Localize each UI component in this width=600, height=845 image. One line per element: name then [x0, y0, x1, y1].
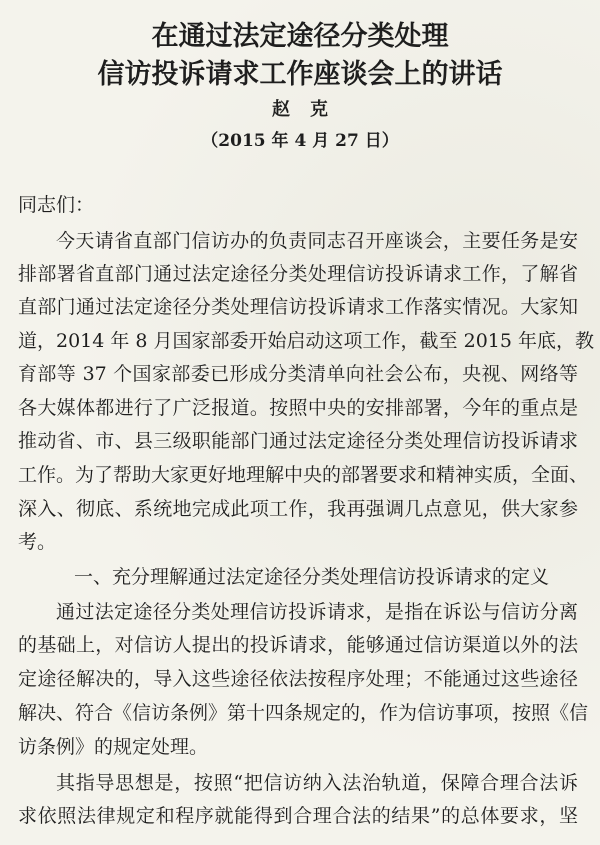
- document-title-line-1: 在通过法定途径分类处理: [151, 21, 449, 52]
- paragraph-1-line: 工作。为了帮助大家更好地理解中央的部署要求和精神实质，全面、: [18, 464, 589, 486]
- paragraph-1-line: 各大媒体都进行了广泛报道。按照中央的安排部署，今年的重点是: [18, 397, 578, 419]
- paragraph-1-line: 推动省、市、县三级职能部门通过法定途径分类处理信访投诉请求: [18, 430, 578, 452]
- greeting: 同志们：: [18, 194, 95, 216]
- paragraph-2-line: 通过法定途径分类处理信访投诉请求，是指在诉讼与信访分离: [56, 601, 578, 623]
- paragraph-1-line: 直部门通过法定途径分类处理信访投诉请求工作落实情况。大家知: [18, 296, 578, 318]
- paragraph-2-line: 定途径解决的，导入这些途径依法按程序处理；不能通过这些途径: [18, 668, 578, 690]
- document-author: 赵克: [272, 99, 348, 120]
- paragraph-1-line: 考。: [18, 531, 57, 553]
- paragraph-1-line: 深入、彻底、系统地完成此项工作，我再强调几点意见，供大家参: [18, 498, 578, 520]
- paragraph-1-line: 道，2014 年 8 月国家部委开始启动这项工作，截至 2015 年底，教: [18, 330, 594, 352]
- document-date: （2015 年 4 月 27 日）: [201, 131, 399, 151]
- paragraph-1-line: 今天请省直部门信访办的负责同志召开座谈会，主要任务是安: [56, 230, 578, 252]
- paragraph-1-line: 排部署省直部门通过法定途径分类处理信访投诉请求工作，了解省: [18, 263, 578, 285]
- document-title-line-2: 信访投诉请求工作座谈会上的讲话: [97, 59, 503, 90]
- paragraph-2-line: 的基础上，对信访人提出的投诉请求，能够通过信访渠道以外的法: [18, 634, 578, 656]
- paragraph-3-line: 其指导思想是，按照“把信访纳入法治轨道，保障合理合法诉: [56, 772, 578, 794]
- paragraph-2-line: 解决、符合《信访条例》第十四条规定的，作为信访事项，按照《信: [18, 702, 589, 724]
- paragraph-1-line: 育部等 37 个国家部委已形成分类清单向社会公布，央视、网络等: [18, 363, 578, 385]
- section-heading-1: 一、充分理解通过法定途径分类处理信访投诉请求的定义: [74, 566, 550, 588]
- paragraph-2-line: 访条例》的规定处理。: [18, 736, 209, 758]
- paragraph-3-line: 求依照法律规定和程序就能得到合理合法的结果”的总体要求，坚: [18, 805, 578, 827]
